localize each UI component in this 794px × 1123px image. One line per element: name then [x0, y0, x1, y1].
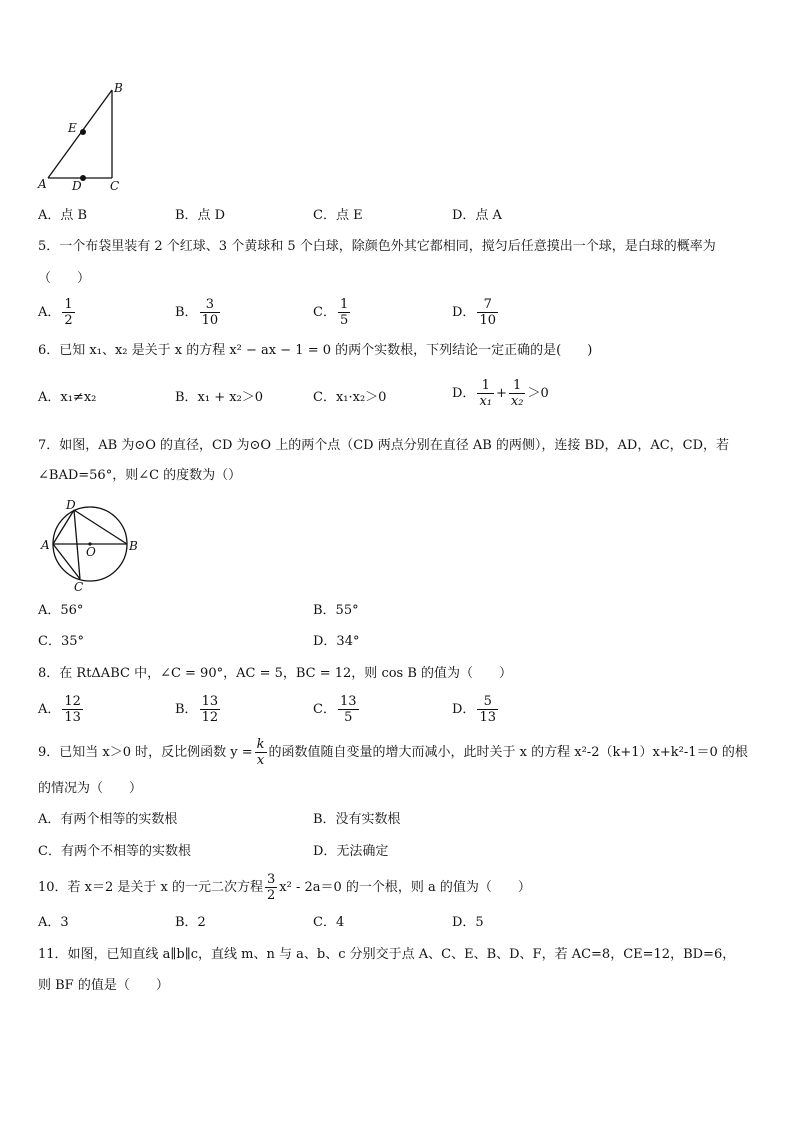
- q6-option-c[interactable]: C．x₁·x₂＞0: [313, 390, 387, 405]
- q7-option-a[interactable]: A．56°: [38, 603, 84, 618]
- q8-stem: 8．在 RtΔABC 中，∠C = 90°，AC = 5，BC = 12，则 cos B 的值为（ ）: [38, 666, 513, 681]
- q6-stem: 6．已知 x₁、x₂ 是关于 x 的方程 x² − ax − 1 = 0 的两个实数根，下列结论一定正确的是( ): [38, 343, 593, 358]
- q7-stem-line2: ∠BAD=56°，则∠C 的度数为（）: [38, 468, 242, 483]
- q5-stem-line1: 5．一个布袋里装有 2 个红球、3 个黄球和 5 个白球，除颜色外其它都相同，搅匀后任意摸出一个球，是白球的概率为: [38, 239, 716, 254]
- q6-option-b[interactable]: B．x₁ + x₂＞0: [175, 390, 264, 405]
- q9-option-c[interactable]: C．有两个不相等的实数根: [38, 844, 191, 859]
- label-B: B: [129, 539, 138, 553]
- circle-figure: [36, 495, 146, 595]
- q10-option-b[interactable]: B．2: [175, 915, 206, 930]
- label-B: B: [114, 81, 123, 95]
- q10-option-a[interactable]: A．3: [38, 915, 69, 930]
- q4-option-d[interactable]: D．点 A: [452, 208, 502, 223]
- q5-option-c[interactable]: C． $\frac{1}{5}$: [313, 297, 349, 328]
- q10-option-c[interactable]: C．4: [313, 915, 345, 930]
- q6-option-d[interactable]: D． $\frac{1}{\text{x₁}}$ + $\frac{1}{\text{x₂}}$ ＞0: [452, 378, 549, 409]
- label-E: E: [68, 121, 77, 135]
- q8-option-d[interactable]: D． $\frac{5}{13}$: [452, 694, 496, 725]
- label-C: C: [110, 179, 120, 193]
- q8-option-a[interactable]: A． $\frac{12}{13}$: [38, 694, 81, 725]
- label-C: C: [74, 580, 84, 594]
- triangle-figure: [30, 78, 140, 196]
- q5-option-d[interactable]: D． $\frac{7}{10}$: [452, 297, 496, 328]
- q7-stem-line1: 7．如图，AB 为⊙O 的直径，CD 为⊙O 上的两个点（CD 两点分别在直径 AB 的两侧），连接 BD，AD，AC，CD，若: [38, 438, 730, 453]
- q4-option-a[interactable]: A．点 B: [38, 208, 88, 223]
- q5-option-a[interactable]: A． $\frac{1}{2}$: [38, 297, 73, 328]
- label-A: A: [38, 177, 47, 191]
- q7-option-c[interactable]: C．35°: [38, 634, 84, 649]
- q9-option-a[interactable]: A．有两个相等的实数根: [38, 812, 178, 827]
- q6-option-a[interactable]: A．x₁≠x₂: [38, 390, 97, 405]
- q5-stem-line2: （ ）: [38, 271, 91, 286]
- label-O: O: [86, 545, 96, 559]
- q7-option-b[interactable]: B．55°: [313, 603, 359, 618]
- q8-option-b[interactable]: B． $\frac{13}{12}$: [175, 694, 219, 725]
- q4-option-b[interactable]: B．点 D: [175, 208, 226, 223]
- label-D: D: [66, 498, 76, 512]
- q5-option-b[interactable]: B． $\frac{3}{10}$: [175, 297, 219, 328]
- q9-stem-line1: 9．已知当 x＞0 时，反比例函数 y = $\frac{k}{x}$ 的函数值随自变量的增大而减小，此时关于 x 的方程 x²-2（k+1）x+k²-1＝0 的根: [38, 737, 748, 768]
- q10-option-d[interactable]: D．5: [452, 915, 484, 930]
- q11-stem-line1: 11．如图，已知直线 a∥b∥c，直线 m、n 与 a、b、c 分别交于点 A、C、E、B、D、F，若 AC=8，CE=12，BD=6，: [38, 947, 736, 962]
- q9-option-b[interactable]: B．没有实数根: [313, 812, 401, 827]
- q4-option-c[interactable]: C．点 E: [313, 208, 363, 223]
- label-D: D: [72, 179, 82, 193]
- q10-stem: 10．若 x＝2 是关于 x 的一元二次方程 $\frac{3}{2}$ x² - 2a＝0 的一个根，则 a 的值为（ ）: [38, 872, 531, 903]
- q11-stem-line2: 则 BF 的值是（ ）: [38, 978, 169, 993]
- q9-stem-line2: 的情况为（ ）: [38, 781, 143, 796]
- q7-option-d[interactable]: D．34°: [313, 634, 360, 649]
- label-A: A: [41, 538, 50, 552]
- q8-option-c[interactable]: C． $\frac{13}{5}$: [313, 694, 357, 725]
- q9-option-d[interactable]: D．无法确定: [313, 844, 389, 859]
